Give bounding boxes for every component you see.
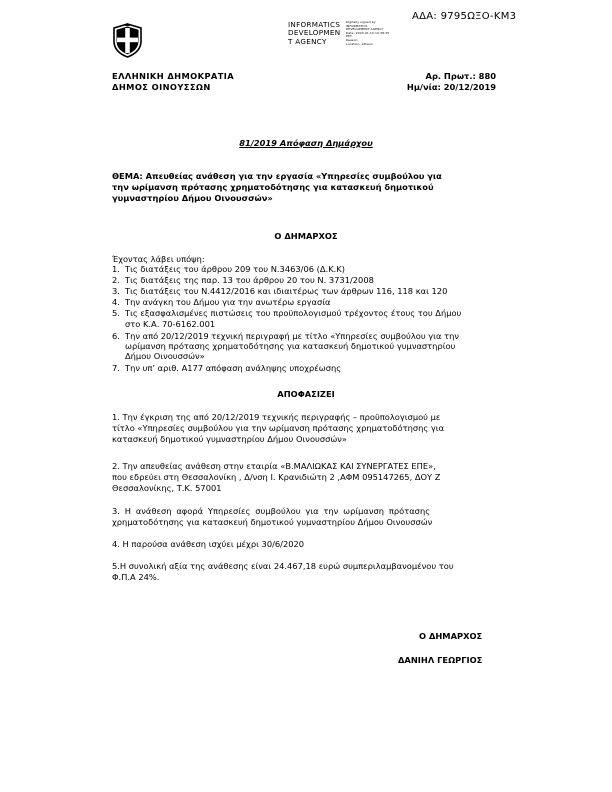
paragraph-2-line-3: Θεσσαλονίκης, Τ.Κ. 57001 [112, 483, 222, 493]
header-republic: ΕΛΛΗΝΙΚΗ ΔΗΜΟΚΡΑΤΙΑ [112, 71, 235, 81]
greek-emblem-icon [112, 23, 143, 58]
mayor-heading: Ο ΔΗΜΑΡΧΟΣ [274, 231, 338, 241]
paragraph-1-line-2: τίτλο «Υπηρεσίες συμβούλου για την ωρίμανση πρότασης χρηματοδότησης για [112, 423, 445, 433]
signature-stamp-details: Digitally signed by INFORMATICS DEVELOPMENT AGENCY Date: 2020.01.10 10:38:35 EET Reason: Location: Athens [346, 20, 390, 46]
paragraph-4-line-1: 4. Η παρούσα ανάθεση ισχύει μέχρι 30/6/2020 [112, 539, 305, 549]
subject-line-2: την ωρίμανση πρότασης χρηματοδότησης για κατασκευή δημοτικού [112, 182, 434, 192]
paragraph-5-line-2: Φ.Π.Α 24%. [112, 572, 160, 582]
paragraph-1-line-3: κατασκευή δημοτικού γυμναστηρίου Δήμου Οινουσσών» [112, 434, 347, 444]
signature-title: Ο ΔΗΜΑΡΧΟΣ [419, 631, 483, 641]
subject-line-1: ΘΕΜΑ: Απευθείας ανάθεση για την εργασία «Υπηρεσίες συμβούλου για [112, 171, 442, 181]
decision-title: 81/2019 Απόφαση Δημάρχου [239, 138, 373, 148]
signature-stamp-label: INFORMATICS DEVELOPMEN T AGENCY [288, 20, 341, 46]
paragraph-1-line-1: 1. Την έγκριση της από 20/12/2019 τεχνικής περιγραφής – προϋπολογισμού με [112, 412, 441, 422]
paragraph-3-line-2: χρηματοδότησης για κατασκευή δημοτικού γυμναστηρίου Δήμου Οινουσσών [112, 517, 433, 527]
ada-code: ΑΔΑ: 9795ΩΞΟ-ΚΜ3 [412, 11, 517, 22]
subject-line-3: γυμναστηρίου Δήμου Οινουσσών» [112, 193, 273, 203]
decides-heading: ΑΠΟΦΑΣΙΖΕΙ [277, 389, 335, 399]
paragraph-3-line-1: 3. Η ανάθεση αφορά Υπηρεσίες συμβούλου για την ωρίμανση πρότασης [112, 506, 431, 516]
signature-name: ΔΑΝΙΗΛ ΓΕΩΡΓΙΟΣ [398, 655, 483, 665]
header-protocol-number: Αρ. Πρωτ.: 880 [425, 71, 496, 81]
header-municipality: ΔΗΜΟΣ ΟΙΝΟΥΣΣΩΝ [112, 82, 211, 92]
considering-label: Έχοντας λάβει υπόψη: [112, 254, 205, 264]
header-date: Ημ/νία: 20/12/2019 [406, 82, 496, 92]
paragraph-2-line-2: που εδρεύει στη Θεσσαλονίκη , Δ/νση Ι. Κρανιδιώτη 2 ,ΑΦΜ 095147265, ΔΟΥ Ζ [112, 472, 441, 482]
paragraph-2-line-1: 2. Την απευθείας ανάθεση στην εταιρία «Β.ΜΑΛΙΩΚΑΣ ΚΑΙ ΣΥΝΕΡΓΑΤΕΣ ΕΠΕ», [112, 461, 436, 471]
considerations-list: 1. Τις διατάξεις του άρθρου 209 του Ν.3463/06 (Δ.Κ.Κ) 2. Τις διατάξεις της παρ. 13 του άρθρου 20 του Ν. 3731/2008 3. Τις διατάξεις του Ν.4412/2016 και ιδιαιτέρως των άρθρων 116, 118 και 120 4. Την ανάγκη του Δήμου για την ανωτέρω εργασία 5. Τις εξασφαλισμένες πιστώσεις του προϋπολογισμού τρέχοντος έτους του Δήμου στο Κ.Α. 70-6162.001 6. Την από 20/12/2019 τεχνική περιγραφή με τίτλο «Υπηρεσίες συμβούλου για την ωρίμανση πρότασης χρηματοδότησης για κατασκευή δημοτικού γυμναστηρίου Δήμου Οινουσσών» 7. Την υπ’ αριθ. Α177 απόφαση ανάληψης υποχρέωσης [112, 264, 462, 373]
paragraph-5-line-1: 5.Η συνολική αξία της ανάθεσης είναι 24.467,18 ευρώ συμπεριλαμβανομένου του [112, 561, 454, 571]
